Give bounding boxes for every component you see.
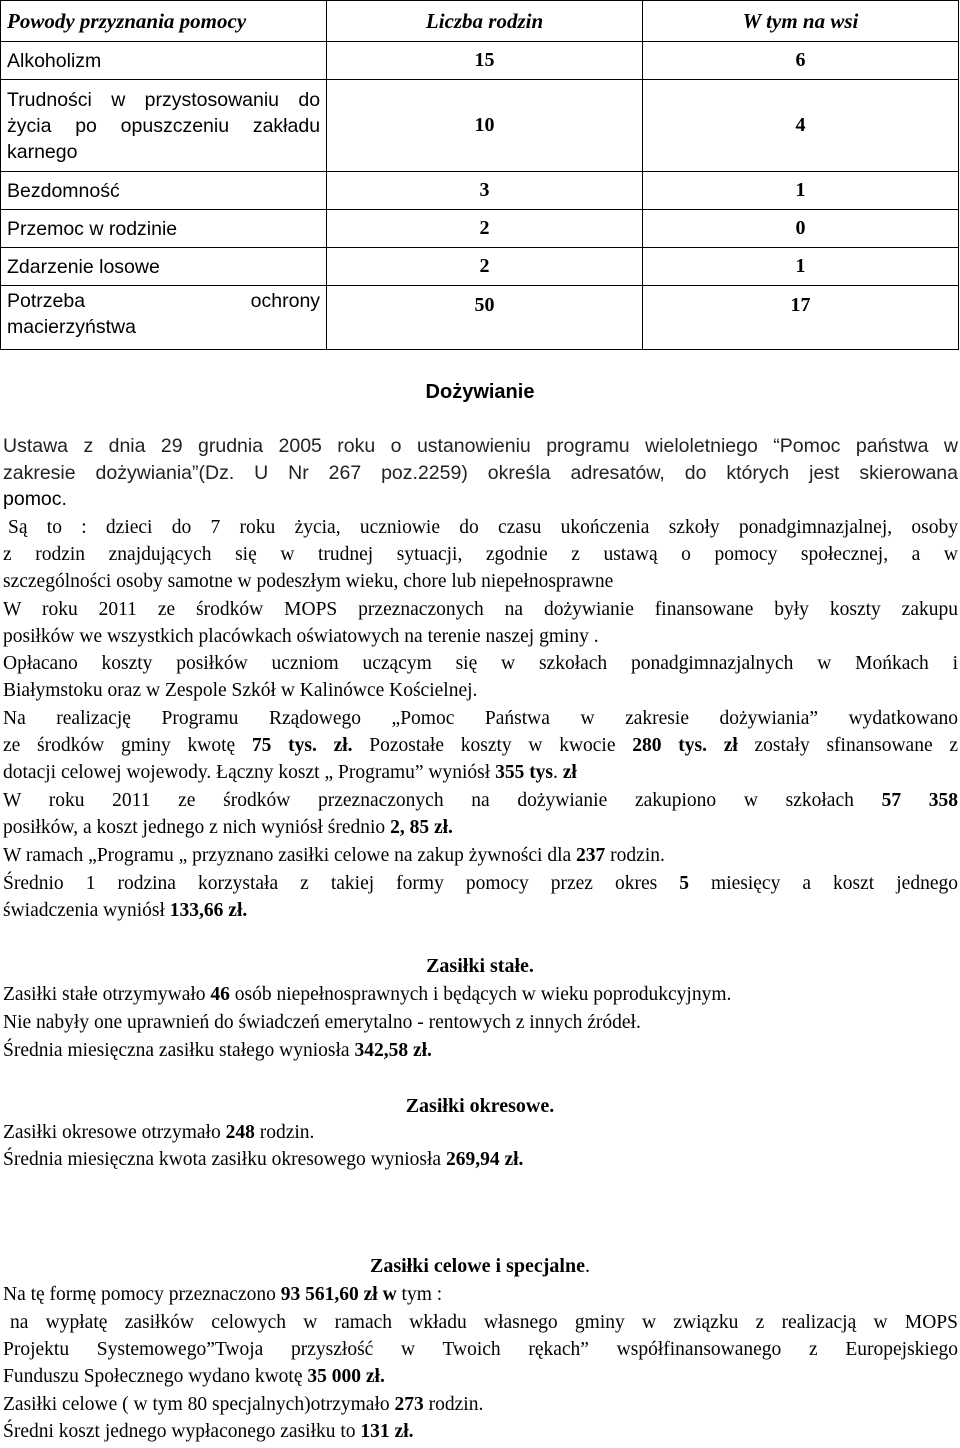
amount: 280 tys. — [632, 735, 707, 756]
text-run: Zasiłki okresowe otrzymało — [3, 1122, 226, 1143]
text-run: Średnio 1 rodzina korzystała z takiej formy pomocy przez okres — [3, 873, 680, 894]
amount: 133,66 zł. — [169, 900, 248, 921]
paragraph-line — [3, 815, 958, 841]
paragraph-line: Białymstoku oraz w Zespole Szkół w Kalinówce Kościelnej. — [3, 680, 478, 701]
paragraph-line — [3, 1392, 958, 1418]
section-heading-stale: Zasiłki stałe. — [426, 955, 534, 977]
row-label: Bezdomność — [1, 172, 327, 210]
text-run: posiłków, a koszt jednego z nich wyniósł średnio — [3, 817, 391, 838]
row-label: Przemoc w rodzinie — [1, 210, 327, 248]
text-run: Średnia miesięczna kwota zasiłku okresowego wyniosła — [3, 1149, 446, 1170]
table-row — [1, 210, 959, 248]
paragraph-line: na wypłatę zasiłków celowych w ramach wkładu własnego gminy w związku z realizacją w MOPS — [10, 1312, 958, 1333]
heading-text: Zasiłki celowe i specjalne — [370, 1255, 585, 1277]
paragraph-line — [3, 871, 958, 897]
row-label-line: życia po opuszczeniu zakładu — [7, 114, 321, 137]
row-label-line: macierzyństwa — [7, 316, 136, 338]
row-families: 3 — [327, 172, 643, 210]
paragraph-line — [3, 1147, 958, 1173]
table-row — [1, 42, 959, 80]
row-rural: 1 — [643, 172, 959, 210]
section-heading-celowe — [0, 1255, 960, 1278]
amount: 342,58 zł. — [354, 1040, 432, 1061]
text-run: Średnia miesięczna zasiłku stałego wyniosła — [3, 1040, 355, 1061]
header-rural: W tym na wsi — [643, 1, 959, 42]
paragraph-line: Nie nabyły one uprawnień do świadczeń emerytalno - rentowych z innych źródeł. — [3, 1012, 641, 1033]
text-run: świadczenia wyniósł — [3, 900, 170, 921]
amount: zł — [723, 735, 738, 756]
paragraph-line — [3, 1120, 958, 1146]
paragraph-line: Opłacano koszty posiłków uczniom uczącym się w szkołach ponadgimnazjalnych w Mońkach i — [3, 653, 958, 674]
row-families: 10 — [327, 80, 643, 172]
header-reasons: Powody przyznania pomocy — [1, 1, 327, 42]
amount: 131 zł. — [360, 1421, 414, 1442]
text-run: Funduszu Społecznego wydano kwotę — [3, 1366, 308, 1387]
header-families: Liczba rodzin — [327, 1, 643, 42]
amount: 355 tys — [495, 762, 554, 783]
amount: 35 000 zł. — [307, 1366, 385, 1387]
text-run: Zasiłki celowe ( w tym 80 specjalnych)otrzymało — [3, 1394, 395, 1415]
heading-dot: . — [584, 1255, 590, 1277]
table-row — [1, 172, 959, 210]
paragraph-line — [3, 733, 958, 759]
text-run: miesięcy a koszt jednego — [689, 873, 958, 894]
paragraph-line — [3, 843, 958, 869]
text-run: rodzin. — [605, 845, 665, 866]
paragraph-line — [3, 982, 958, 1008]
row-rural: 1 — [643, 248, 959, 286]
section-heading-okresowe: Zasiłki okresowe. — [405, 1095, 555, 1117]
text-run: . — [553, 762, 563, 783]
paragraph-line — [3, 1419, 958, 1445]
paragraph-line: z rodzin znajdujących się w trudnej sytuacji, zgodnie z ustawą o pomocy społecznej, a w — [3, 544, 958, 565]
row-label-line: Trudności w przystosowaniu do — [7, 88, 321, 111]
row-families: 50 — [327, 286, 643, 350]
amount: 46 — [210, 984, 230, 1005]
amount: 5 — [679, 873, 689, 894]
table-header-row — [1, 1, 959, 42]
table-row — [1, 80, 959, 172]
row-label-line: Potrzeba ochrony — [7, 290, 321, 312]
amount: 248 — [225, 1122, 255, 1143]
text-run: Pozostałe koszty w kwocie — [352, 735, 633, 756]
text-run: dotacji celowej wojewody. Łączny koszt „ Programu” wyniósł — [3, 762, 496, 783]
paragraph-line: szczególności osoby samotne w podeszłym wieku, chore lub niepełnosprawne — [3, 571, 614, 592]
row-rural: 0 — [643, 210, 959, 248]
text-run: Średni koszt jednego wypłaconego zasiłku to — [3, 1421, 361, 1442]
row-label: Zdarzenie losowe — [1, 248, 327, 286]
paragraph-line — [3, 898, 958, 924]
text-run: Na tę formę pomocy przeznaczono — [3, 1284, 281, 1305]
text-run: W roku 2011 ze środków przeznaczonych na dożywianie zakupiono w szkołach — [3, 790, 882, 811]
paragraph-line — [3, 1038, 958, 1064]
row-rural: 17 — [643, 286, 959, 350]
row-label-multiline — [1, 80, 327, 172]
amount: 237 — [576, 845, 606, 866]
paragraph-line — [3, 1282, 958, 1308]
amount: 93 561,60 zł w — [280, 1284, 397, 1305]
row-label: Alkoholizm — [1, 42, 327, 80]
section-heading-dozywianie: Dożywianie — [425, 381, 535, 403]
row-rural: 6 — [643, 42, 959, 80]
text-run: rodzin. — [423, 1394, 484, 1415]
aid-reasons-table — [0, 0, 959, 350]
text-run — [707, 735, 724, 756]
amount: 75 tys. zł. — [251, 735, 353, 756]
paragraph-line: posiłków we wszystkich placówkach oświatowych na terenie naszej gminy . — [3, 626, 599, 647]
table-row — [1, 286, 959, 350]
paragraph-line: Projektu Systemowego”Twoja przyszłość w Twoich rękach” współfinansowanego z Europejskiego — [3, 1339, 958, 1360]
amount: 269,94 zł. — [445, 1149, 524, 1170]
row-families: 15 — [327, 42, 643, 80]
text-run: tym : — [396, 1284, 443, 1305]
paragraph-line — [3, 760, 958, 786]
row-label-line: karnego — [7, 140, 78, 163]
text-run: W ramach „Programu „ przyznano zasiłki celowe na zakup żywności dla — [3, 845, 577, 866]
paragraph-line: Są to : dzieci do 7 roku życia, uczniowie do czasu ukończenia szkoły ponadgimnazjalnej, osoby — [8, 517, 958, 538]
text-run: zostały sfinansowane z — [737, 735, 958, 756]
table-row — [1, 248, 959, 286]
row-families: 2 — [327, 210, 643, 248]
amount: zł — [562, 762, 577, 783]
row-label-multiline — [1, 286, 327, 350]
paragraph-line — [3, 1364, 958, 1390]
paragraph-line: Na realizację Programu Rządowego „Pomoc Państwa w zakresie dożywiania” wydatkowano — [3, 708, 958, 729]
row-rural: 4 — [643, 80, 959, 172]
row-families: 2 — [327, 248, 643, 286]
amount: 57 358 — [881, 790, 959, 811]
text-run: ze środków gminy kwotę — [3, 735, 252, 756]
paragraph-line: Ustawa z dnia 29 grudnia 2005 roku o ustanowieniu programu wieloletniego “Pomoc państwa w — [3, 435, 958, 457]
paragraph-line: W roku 2011 ze środków MOPS przeznaczonych na dożywianie finansowane były koszty zakupu — [3, 599, 958, 620]
text-run: osób niepełnosprawnych i będących w wieku poprodukcyjnym. — [229, 984, 732, 1005]
paragraph-line: pomoc. — [3, 488, 67, 510]
text-run: rodzin. — [254, 1122, 315, 1143]
amount: 2, 85 zł. — [390, 817, 453, 838]
amount: 273 — [394, 1394, 424, 1415]
paragraph-line: zakresie dożywiania”(Dz. U Nr 267 poz.2259) określa adresatów, do których jest skierowana — [3, 462, 958, 484]
paragraph-line — [3, 788, 958, 814]
text-run: Zasiłki stałe otrzymywało — [3, 984, 211, 1005]
